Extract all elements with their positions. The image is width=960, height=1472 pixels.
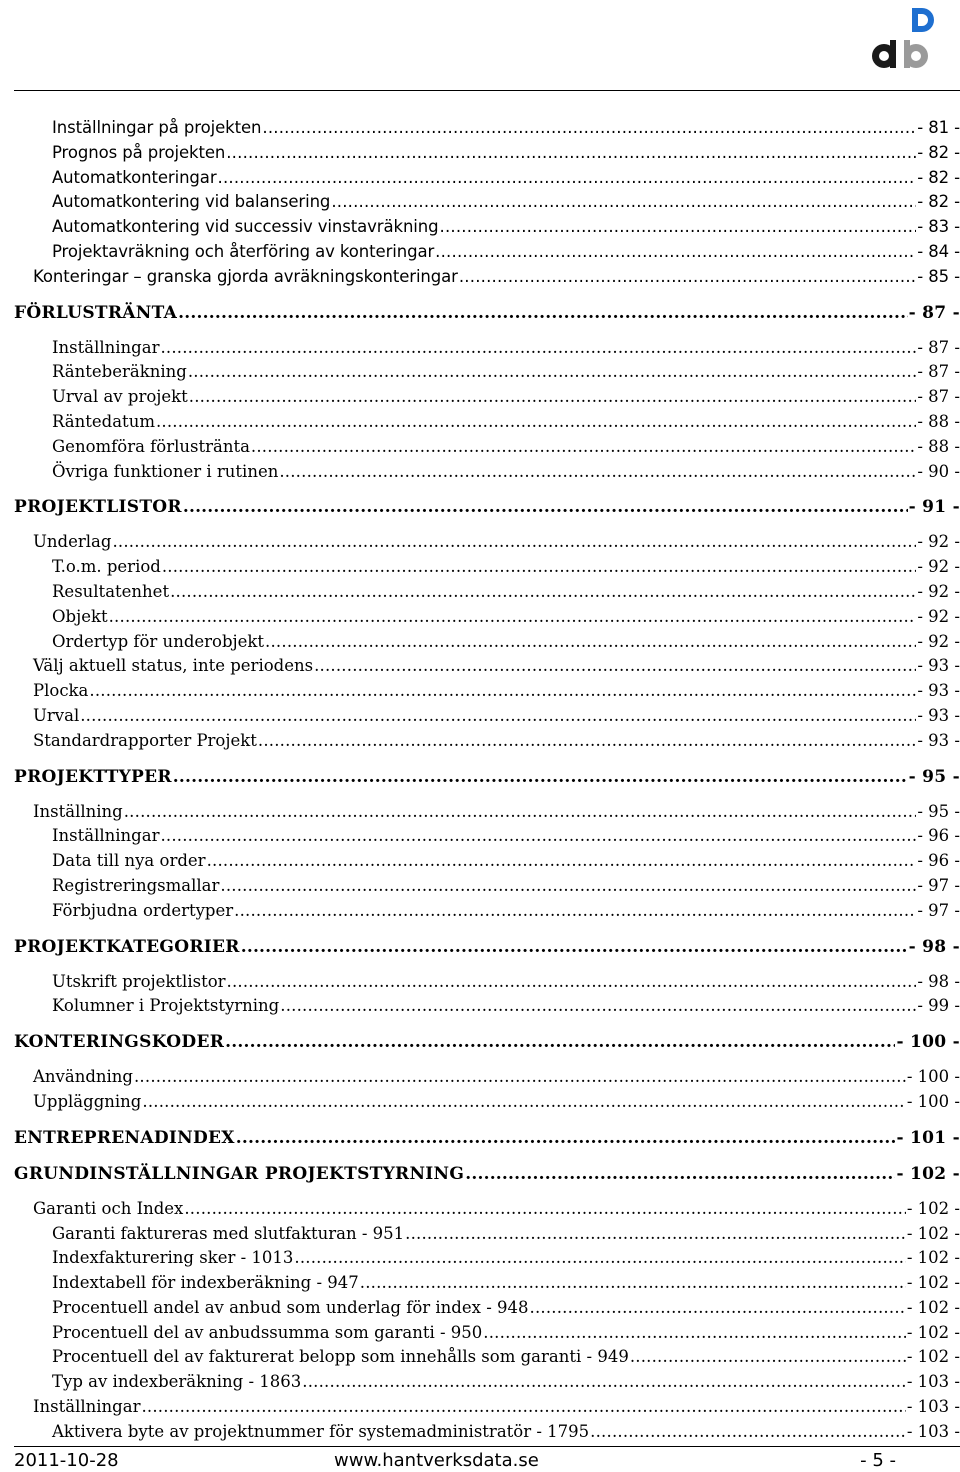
toc-entry[interactable]: [14, 1065, 960, 1090]
toc-page-number: - 102 -: [906, 1347, 960, 1367]
toc-entry-title: Procentuell del av fakturerat belopp som innehålls som garanti - 949: [52, 1347, 629, 1367]
toc-dot-leader: [262, 116, 916, 141]
toc-dot-leader: [141, 1395, 905, 1420]
toc-entry-title: GRUNDINSTÄLLNINGAR PROJEKTSTYRNING: [14, 1163, 465, 1184]
toc-page-number: - 102 -: [906, 1198, 960, 1218]
toc-page-number: - 102 -: [906, 1248, 960, 1268]
toc-entry-title: Användning: [33, 1067, 133, 1087]
toc-page-number: - 97 -: [917, 875, 960, 895]
toc-entry-title: PROJEKTLISTOR: [14, 497, 182, 518]
toc-dot-leader: [236, 1125, 896, 1151]
footer-url: www.hantverksdata.se: [334, 1450, 539, 1471]
toc-page-number: - 82 -: [917, 142, 960, 162]
toc-entry[interactable]: [14, 679, 960, 704]
toc-page-number: - 82 -: [917, 167, 960, 187]
toc-entry-title: Uppläggning: [33, 1091, 142, 1111]
toc-page-number: - 87 -: [908, 302, 960, 323]
toc-dot-leader: [258, 729, 916, 754]
toc-entry-title: Kolumner i Projektstyrning: [52, 996, 280, 1016]
toc-page-number: - 83 -: [917, 217, 960, 237]
toc-dot-leader: [183, 494, 908, 520]
toc-entry-title: Indexfakturering sker - 1013: [52, 1248, 294, 1268]
toc-page-number: - 95 -: [917, 801, 960, 821]
toc-entry[interactable]: [14, 899, 960, 924]
toc-dot-leader: [234, 899, 916, 924]
toc-entry-title: Konteringar – granska gjorda avräkningskonteringar: [33, 266, 458, 286]
toc-dot-leader: [189, 385, 917, 410]
toc-dot-leader: [184, 1197, 906, 1222]
toc-page-number: - 103 -: [906, 1372, 960, 1392]
toc-entry[interactable]: [14, 460, 960, 485]
toc-dot-leader: [294, 1246, 905, 1271]
toc-heading[interactable]: [14, 1125, 960, 1151]
toc-page-number: - 102 -: [906, 1322, 960, 1342]
toc-dot-leader: [435, 240, 916, 265]
toc-dot-leader: [440, 215, 917, 240]
toc-entry[interactable]: [14, 1345, 960, 1370]
toc-entry[interactable]: [14, 240, 960, 265]
toc-page-number: - 100 -: [906, 1067, 960, 1087]
toc-entry-title: Automatkontering vid balansering: [52, 192, 331, 212]
toc-heading[interactable]: [14, 1029, 960, 1055]
toc-entry-title: Plocka: [33, 681, 89, 701]
toc-page-number: - 93 -: [917, 705, 960, 725]
toc-dot-leader: [405, 1222, 906, 1247]
toc-entry[interactable]: [14, 580, 960, 605]
toc-page-number: - 102 -: [906, 1223, 960, 1243]
toc-dot-leader: [134, 1065, 906, 1090]
toc-entry[interactable]: [14, 800, 960, 825]
toc-dot-leader: [227, 970, 917, 995]
toc-dot-leader: [156, 410, 916, 435]
toc-page-number: - 92 -: [917, 631, 960, 651]
toc-entry-title: T.o.m. period: [52, 557, 161, 577]
toc-entry-title: FÖRLUSTRÄNTA: [14, 302, 178, 323]
toc-entry-title: Räntedatum: [52, 411, 155, 431]
toc-page-number: - 88 -: [917, 436, 960, 456]
toc-entry[interactable]: [14, 435, 960, 460]
toc-entry-title: PROJEKTKATEGORIER: [14, 936, 240, 957]
toc-page-number: - 92 -: [917, 581, 960, 601]
toc-entry-title: Ordertyp för underobjekt: [52, 631, 265, 651]
toc-heading[interactable]: [14, 1161, 960, 1187]
hantverksdata-logo-icon: [868, 4, 934, 72]
toc-entry[interactable]: [14, 1370, 960, 1395]
toc-page-number: - 92 -: [917, 606, 960, 626]
toc-dot-leader: [459, 265, 916, 290]
toc-entry[interactable]: [14, 630, 960, 655]
toc-entry-title: Inställningar på projekten: [52, 118, 262, 137]
toc-page-number: - 81 -: [917, 118, 960, 137]
toc-dot-leader: [160, 336, 916, 361]
toc-entry-title: Övriga funktioner i rutinen: [52, 461, 279, 481]
toc-entry-title: Utskrift projektlistor: [52, 971, 226, 991]
toc-page-number: - 98 -: [917, 971, 960, 991]
toc-dot-leader: [80, 704, 916, 729]
toc-entry-title: Inställning: [33, 801, 123, 821]
toc-entry[interactable]: [14, 824, 960, 849]
toc-entry[interactable]: [14, 704, 960, 729]
toc-entry[interactable]: [14, 1296, 960, 1321]
toc-entry[interactable]: [14, 360, 960, 385]
toc-dot-leader: [220, 874, 916, 899]
toc-page-number: - 99 -: [917, 996, 960, 1016]
toc-entry-title: Indextabell för indexberäkning - 947: [52, 1273, 359, 1293]
toc-entry[interactable]: [14, 385, 960, 410]
toc-heading[interactable]: [14, 764, 960, 790]
toc-entry[interactable]: [14, 1246, 960, 1271]
toc-entry[interactable]: [14, 874, 960, 899]
toc-entry[interactable]: [14, 970, 960, 995]
toc-entry-title: Procentuell del av anbudssumma som garanti - 950: [52, 1322, 483, 1342]
toc-entry-title: Objekt: [52, 606, 108, 626]
toc-dot-leader: [162, 555, 917, 580]
toc-dot-leader: [112, 530, 916, 555]
toc-dot-leader: [142, 1090, 905, 1115]
toc-dot-leader: [465, 1161, 895, 1187]
toc-entry[interactable]: [14, 1395, 960, 1420]
toc-page-number: - 97 -: [917, 900, 960, 920]
toc-dot-leader: [331, 190, 916, 215]
toc-page-number: - 96 -: [917, 826, 960, 846]
toc-dot-leader: [590, 1420, 906, 1445]
toc-page-number: - 87 -: [917, 387, 960, 407]
toc-entry-title: Inställningar: [52, 337, 160, 357]
toc-entry-title: Inställningar: [33, 1397, 141, 1417]
toc-dot-leader: [279, 460, 916, 485]
toc-page-number: - 96 -: [917, 851, 960, 871]
toc-entry-title: Underlag: [33, 532, 112, 552]
toc-dot-leader: [109, 605, 917, 630]
toc-entry[interactable]: [14, 166, 960, 191]
toc-page-number: - 100 -: [896, 1032, 960, 1053]
toc-dot-leader: [251, 435, 916, 460]
toc-entry[interactable]: [14, 994, 960, 1019]
toc-entry-title: Förbjudna ordertyper: [52, 900, 234, 920]
toc-page-number: - 84 -: [917, 241, 960, 261]
toc-page-number: - 92 -: [917, 532, 960, 552]
toc-entry-title: Projektavräkning och återföring av konteringar: [52, 241, 435, 261]
toc-entry-title: Procentuell andel av anbud som underlag för index - 948: [52, 1297, 529, 1317]
toc-entry[interactable]: [14, 729, 960, 754]
toc-page-number: - 102 -: [906, 1273, 960, 1293]
toc-entry[interactable]: [14, 849, 960, 874]
toc-page-number: - 102 -: [896, 1163, 960, 1184]
toc-entry-title: Genomföra förlustränta: [52, 436, 250, 456]
toc-entry-title: Data till nya order: [52, 851, 206, 871]
toc-entry[interactable]: [14, 1197, 960, 1222]
toc-page-number: - 91 -: [908, 497, 960, 518]
toc-page-number: - 93 -: [917, 681, 960, 701]
toc-page-number: - 90 -: [917, 461, 960, 481]
toc-entry-title: Automatkonteringar: [52, 167, 217, 187]
toc-entry-title: Resultatenhet: [52, 581, 170, 601]
toc-entry-title: Urval: [33, 705, 80, 725]
toc-dot-leader: [360, 1271, 906, 1296]
toc-entry-title: Välj aktuell status, inte periodens: [33, 656, 314, 676]
toc-dot-leader: [483, 1321, 906, 1346]
toc-entry-title: Ränteberäkning: [52, 362, 187, 382]
toc-page-number: - 100 -: [906, 1091, 960, 1111]
toc-entry-title: PROJEKTTYPER: [14, 766, 172, 787]
toc-page-number: - 88 -: [917, 411, 960, 431]
toc-dot-leader: [124, 800, 917, 825]
toc-entry-title: KONTERINGSKODER: [14, 1032, 225, 1053]
toc-entry[interactable]: [14, 1321, 960, 1346]
toc-dot-leader: [226, 141, 916, 166]
toc-dot-leader: [170, 580, 916, 605]
toc-entry[interactable]: [14, 1271, 960, 1296]
toc-page-number: - 87 -: [917, 337, 960, 357]
footer-page-number: - 5 -: [860, 1450, 896, 1471]
toc-entry[interactable]: [14, 1222, 960, 1247]
toc-entry[interactable]: [14, 116, 960, 141]
toc-dot-leader: [207, 849, 917, 874]
toc-page-number: - 95 -: [908, 766, 960, 787]
toc-entry-title: Prognos på projekten: [52, 142, 226, 162]
toc-dot-leader: [265, 630, 916, 655]
header-rule: [14, 90, 960, 91]
toc-page-number: - 93 -: [917, 730, 960, 750]
toc-dot-leader: [89, 679, 916, 704]
footer-rule: [14, 1446, 960, 1447]
toc-dot-leader: [314, 654, 916, 679]
toc-entry[interactable]: [14, 265, 960, 290]
toc-heading[interactable]: [14, 494, 960, 520]
toc-heading[interactable]: [14, 934, 960, 960]
toc-entry[interactable]: [14, 530, 960, 555]
toc-page-number: - 85 -: [917, 266, 960, 286]
toc-entry[interactable]: [14, 1420, 960, 1445]
toc-entry-title: Garanti och Index: [33, 1198, 184, 1218]
toc-page-number: - 82 -: [917, 192, 960, 212]
footer-date: 2011-10-28: [14, 1450, 119, 1471]
toc-entry-title: Standardrapporter Projekt: [33, 730, 257, 750]
table-of-contents: [14, 116, 960, 1445]
toc-dot-leader: [178, 300, 907, 326]
toc-entry[interactable]: [14, 410, 960, 435]
page-footer: [14, 1450, 960, 1472]
toc-entry[interactable]: [14, 605, 960, 630]
toc-entry-title: Typ av indexberäkning - 1863: [52, 1372, 302, 1392]
toc-page-number: - 93 -: [917, 656, 960, 676]
toc-dot-leader: [241, 934, 908, 960]
toc-page-number: - 92 -: [917, 557, 960, 577]
toc-dot-leader: [218, 166, 917, 191]
toc-dot-leader: [280, 994, 916, 1019]
toc-dot-leader: [530, 1296, 906, 1321]
toc-heading[interactable]: [14, 300, 960, 326]
toc-entry-title: Urval av projekt: [52, 387, 188, 407]
toc-entry-title: ENTREPRENADINDEX: [14, 1127, 235, 1148]
toc-page-number: - 98 -: [908, 936, 960, 957]
toc-entry[interactable]: [14, 141, 960, 166]
toc-page-number: - 102 -: [906, 1297, 960, 1317]
toc-entry[interactable]: [14, 555, 960, 580]
toc-entry-title: Garanti faktureras med slutfakturan - 951: [52, 1223, 405, 1243]
toc-dot-leader: [160, 824, 916, 849]
toc-entry[interactable]: [14, 1090, 960, 1115]
toc-entry[interactable]: [14, 190, 960, 215]
toc-entry[interactable]: [14, 336, 960, 361]
toc-entry-title: Automatkontering vid successiv vinstavräkning: [52, 217, 439, 237]
toc-page-number: - 103 -: [906, 1397, 960, 1417]
toc-dot-leader: [302, 1370, 906, 1395]
toc-page-number: - 101 -: [896, 1127, 960, 1148]
toc-dot-leader: [630, 1345, 906, 1370]
toc-entry-title: Inställningar: [52, 826, 160, 846]
toc-dot-leader: [225, 1029, 895, 1055]
toc-page-number: - 103 -: [906, 1421, 960, 1441]
toc-entry[interactable]: [14, 215, 960, 240]
toc-page-number: - 87 -: [917, 362, 960, 382]
toc-entry-title: Aktivera byte av projektnummer för systemadministratör - 1795: [52, 1421, 590, 1441]
toc-dot-leader: [173, 764, 908, 790]
toc-entry-title: Registreringsmallar: [52, 875, 220, 895]
toc-dot-leader: [188, 360, 917, 385]
toc-entry[interactable]: [14, 654, 960, 679]
